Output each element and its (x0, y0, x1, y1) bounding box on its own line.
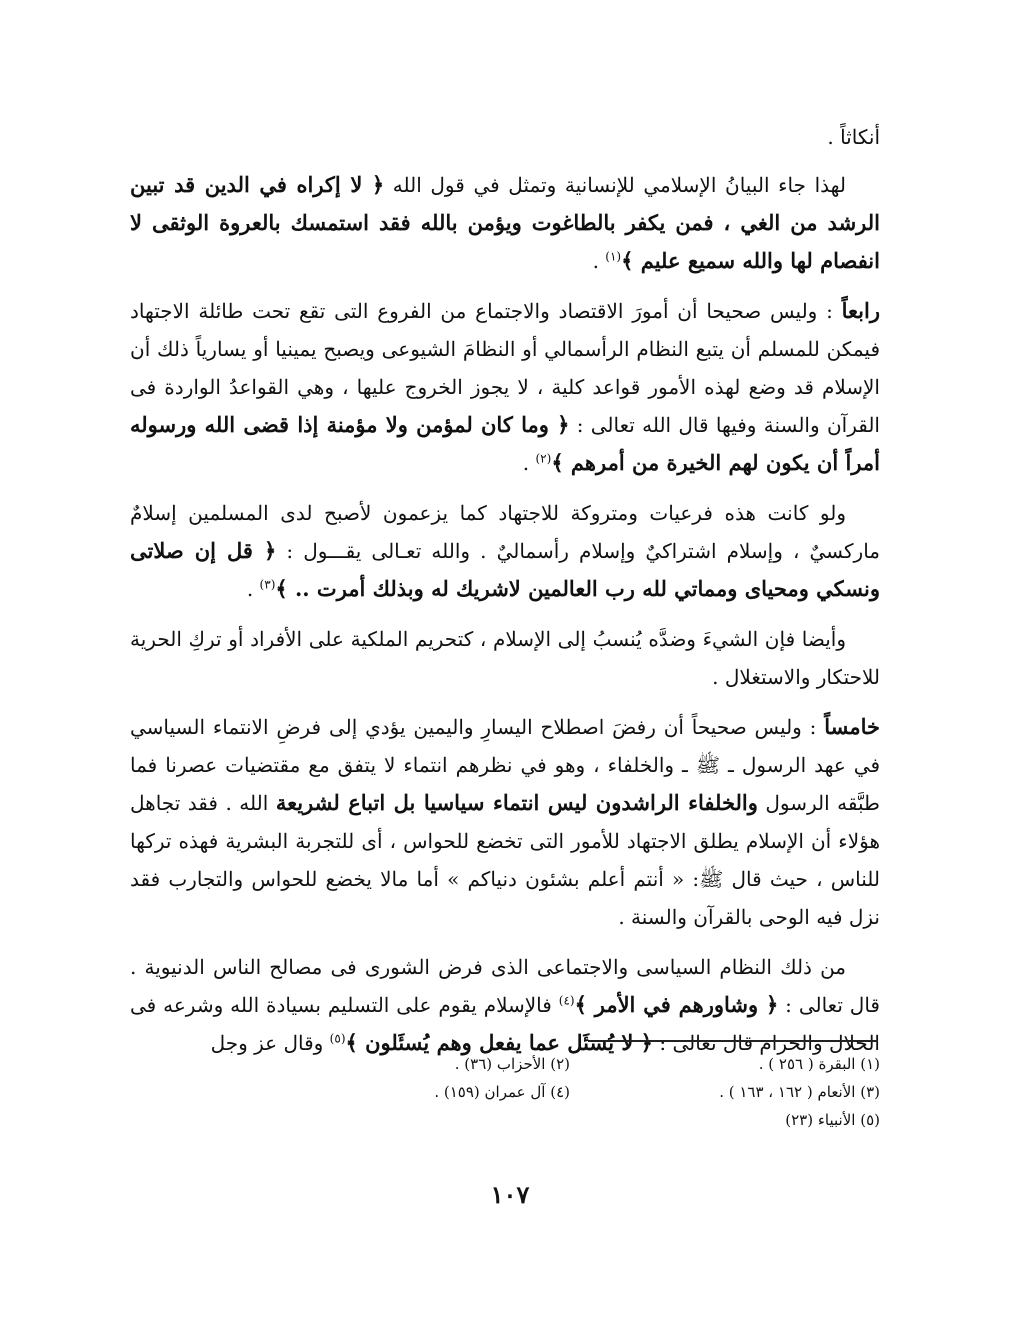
p6-footnote-ref-1: (٤) (558, 993, 575, 1008)
p1-quran-verse: ﴿ لا إكراه في الدين قد تبين الرشد من الغي ، فمن يكفر بالطاغوت ويؤمن بالله فقد استمسك بالعروة الوثقى لا انفصام لها والله سميع عليم ﴾ (130, 172, 880, 273)
paragraph-6 (130, 948, 880, 1062)
paragraph-4 (130, 620, 880, 696)
footnote-2: (٢) الأحزاب (٣٦) . (454, 1055, 570, 1073)
p6-quran-verse-1: ﴿ وشاورهم في الأمر ﴾ (574, 992, 779, 1017)
page-number: ١٠٧ (490, 1180, 530, 1209)
p1-text: لهذا جاء البيانُ الإسلامي للإنسانية وتمثل في قول الله (384, 173, 846, 197)
p3-quran-verse: ﴿ قل إن صلاتى ونسكي ومحياى ومماتي لله رب العالمين لاشريك له وبذلك أمرت .. ﴾ (130, 538, 880, 601)
p1-end: . (592, 249, 606, 273)
paragraph-1 (130, 166, 880, 280)
p6-text-3: وقال عز وجل (210, 1031, 330, 1055)
p5-text-end: الله . فقد تجاهل هؤلاء أن الإسلام يطلق الاجتهاد للأمور التى تخضع للحواس ، أى للتجربة البشرية فهذه تركها للناس ، حيث قال ﷺ: « أنتم أعلم بشئون دنياكم » أما مالا يخضع للحواس والتجارب فقد نزل فيه الوحى بالقرآن والسنة . (130, 791, 881, 929)
p5-text: : وليس صحيحاً أن رفضَ اصطلاح اليسارِ واليمين يؤدي إلى فرضِ الانتماء السياسي في عهد الرسول ـ ﷺ ـ والخلفاء ، وهو في نظرهم انتماء لا يتفق مع مقتضيات عصرنا فما طبَّقه الرسول (130, 715, 881, 815)
paragraph-2 (130, 292, 880, 482)
footnotes (300, 1050, 880, 1134)
footnote-4: (٤) آل عمران (١٥٩) . (434, 1083, 570, 1101)
p2-quran-verse: ﴿ وما كان لمؤمن ولا مؤمنة إذا قضى الله ورسوله أمراً أن يكون لهم الخيرة من أمرهم ﴾ (130, 412, 880, 475)
p2-text: : وليس صحيحا أن أمورَ الاقتصاد والاجتماع من الفروع التى تقع تحت طائلة الاجتهاد فيمكن للمسلم أن يتبع النظام الرأسمالي أو النظامَ الشيوعى ويصبح يمينيا أو يسارياً ذلك أن الإسلام قد وضع لهذه الأمور قواعد كلية ، لا يجوز الخروج عليها ، وهي القواعدُ الواردة فى القرآن والسنة وفيها قال الله تعالى : (130, 299, 880, 437)
p6-text-2: فالإسلام يقوم على التسليم بسيادة الله وشرعه فى الحلال والحرام قال تعالى : (130, 993, 880, 1055)
p3-end: . (246, 577, 260, 601)
p2-footnote-ref: (٢) (535, 451, 552, 466)
p6-quran-verse-2: ﴿ لا يُسئَل عما يفعل وهم يُسئَلون ﴾ (345, 1030, 653, 1055)
p5-heading: خامساً (824, 714, 880, 739)
lead-text: أنكاثاً . (827, 125, 880, 149)
paragraph-5 (130, 708, 880, 936)
p3-footnote-ref: (٣) (259, 577, 276, 592)
p2-heading: رابعاً (841, 298, 880, 323)
footnote-1: (١) البقرة ( ٢٥٦ ) . (758, 1055, 880, 1073)
p3-text: ولو كانت هذه فرعيات ومتروكة للاجتهاد كما يزعمون لأصبح لدى المسلمين إسلامٌ ماركسيٌ ، وإسلام اشتراكيٌ وإسلام رأسماليٌ . والله تعـالى يقـــول : (130, 501, 880, 563)
p1-footnote-ref: (١) (605, 249, 622, 264)
footnote-5: (٥) الأنبياء (٢٣) (785, 1111, 880, 1129)
footnote-divider (588, 1040, 878, 1042)
footnote-3: (٣) الأنعام ( ١٦٢ ، ١٦٣ ) . (719, 1083, 880, 1101)
lead-line (130, 118, 880, 156)
p2-end: . (522, 451, 536, 475)
p4-text: وأيضا فإن الشيءَ وضدَّه يُنسبُ إلى الإسلام ، كتحريم الملكية على الأفراد أو تركِ الحرية للاحتكار والاستغلال . (130, 627, 880, 689)
main-text (130, 118, 880, 1074)
p5-bold-text: والخلفاء الراشدون ليس انتماء سياسيا بل اتباع لشريعة (275, 790, 758, 815)
paragraph-3 (130, 494, 880, 608)
p6-footnote-ref-2: (٥) (329, 1031, 346, 1046)
p6-text: من ذلك النظام السياسى والاجتماعى الذى فرض الشورى فى مصالح الناس الدنيوية . قال تعالى : (130, 955, 880, 1017)
